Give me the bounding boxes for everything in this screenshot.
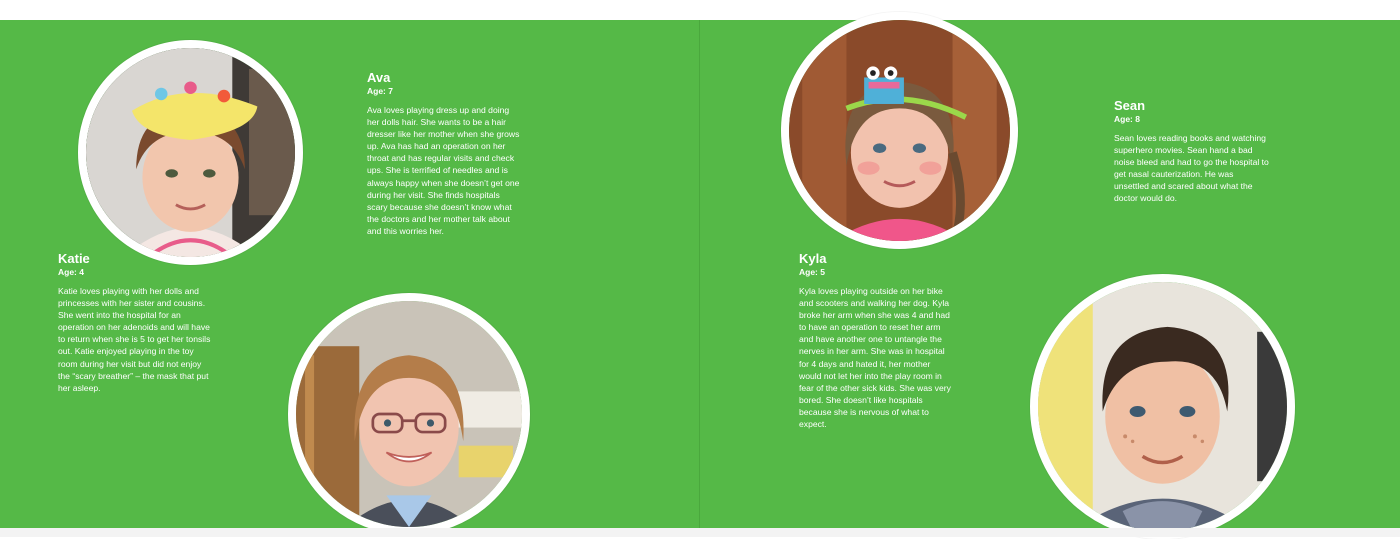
sean-name: Sean xyxy=(1114,98,1146,113)
kyla-bio: Kyla loves playing outside on her bike and scooters and walking her dog. Kyla broke her arm when she was 4 and had to have an operation to reset her arm and have another one to untangle the nerves in her arm. She was in hospital for 4 days and hated it, her mother would not let her into the play room in fear of the other sick kids. She was very bored. She doesn’t like hospitals because she is nervous of what to expect. xyxy=(799,286,951,430)
kyla-age: Age: 5 xyxy=(799,267,825,277)
page-fold xyxy=(699,20,700,528)
katie-name: Katie xyxy=(58,251,90,266)
kyla-photo xyxy=(781,12,1018,249)
ava-age: Age: 7 xyxy=(367,86,393,96)
katie-bio: Katie loves playing with her dolls and princesses with her sister and cousins. She went into the hospital for an operation on her adenoids and will have to return when she is 5 to get her tonsils out. Katie enjoyed playing in the toy room during her visit but did not enjoy the “scary breather” – the mask that put her asleep. xyxy=(58,286,211,393)
katie-profile xyxy=(58,251,213,394)
sean-age: Age: 8 xyxy=(1114,114,1140,124)
page-bottom-edge xyxy=(0,528,1400,537)
sean-profile xyxy=(1114,98,1269,205)
ava-name: Ava xyxy=(367,70,391,85)
katie-age: Age: 4 xyxy=(58,267,84,277)
kyla-profile xyxy=(799,251,954,430)
brochure-spread xyxy=(0,20,1400,528)
kyla-name: Kyla xyxy=(799,251,827,266)
ava-bio: Ava loves playing dress up and doing her dolls hair. She wants to be a hair dresser like her mother when she grows up. Ava has had an operation on her throat and has regular visits and check ups. She is terrified of needles and is always happy when she doesn’t get one during her visit. She finds hospitals scary because she doesn’t know what the doctors and her mother talk about and this worries her. xyxy=(367,105,520,236)
sean-photo xyxy=(1030,274,1295,539)
katie-photo xyxy=(78,40,303,265)
sean-bio: Sean loves reading books and watching superhero movies. Sean hand a bad noise bleed and had to go the hospital to get nasal cauterization. He was unsettled and scared about what the doctor would do. xyxy=(1114,133,1269,204)
ava-photo xyxy=(288,293,530,535)
ava-profile xyxy=(367,70,522,237)
